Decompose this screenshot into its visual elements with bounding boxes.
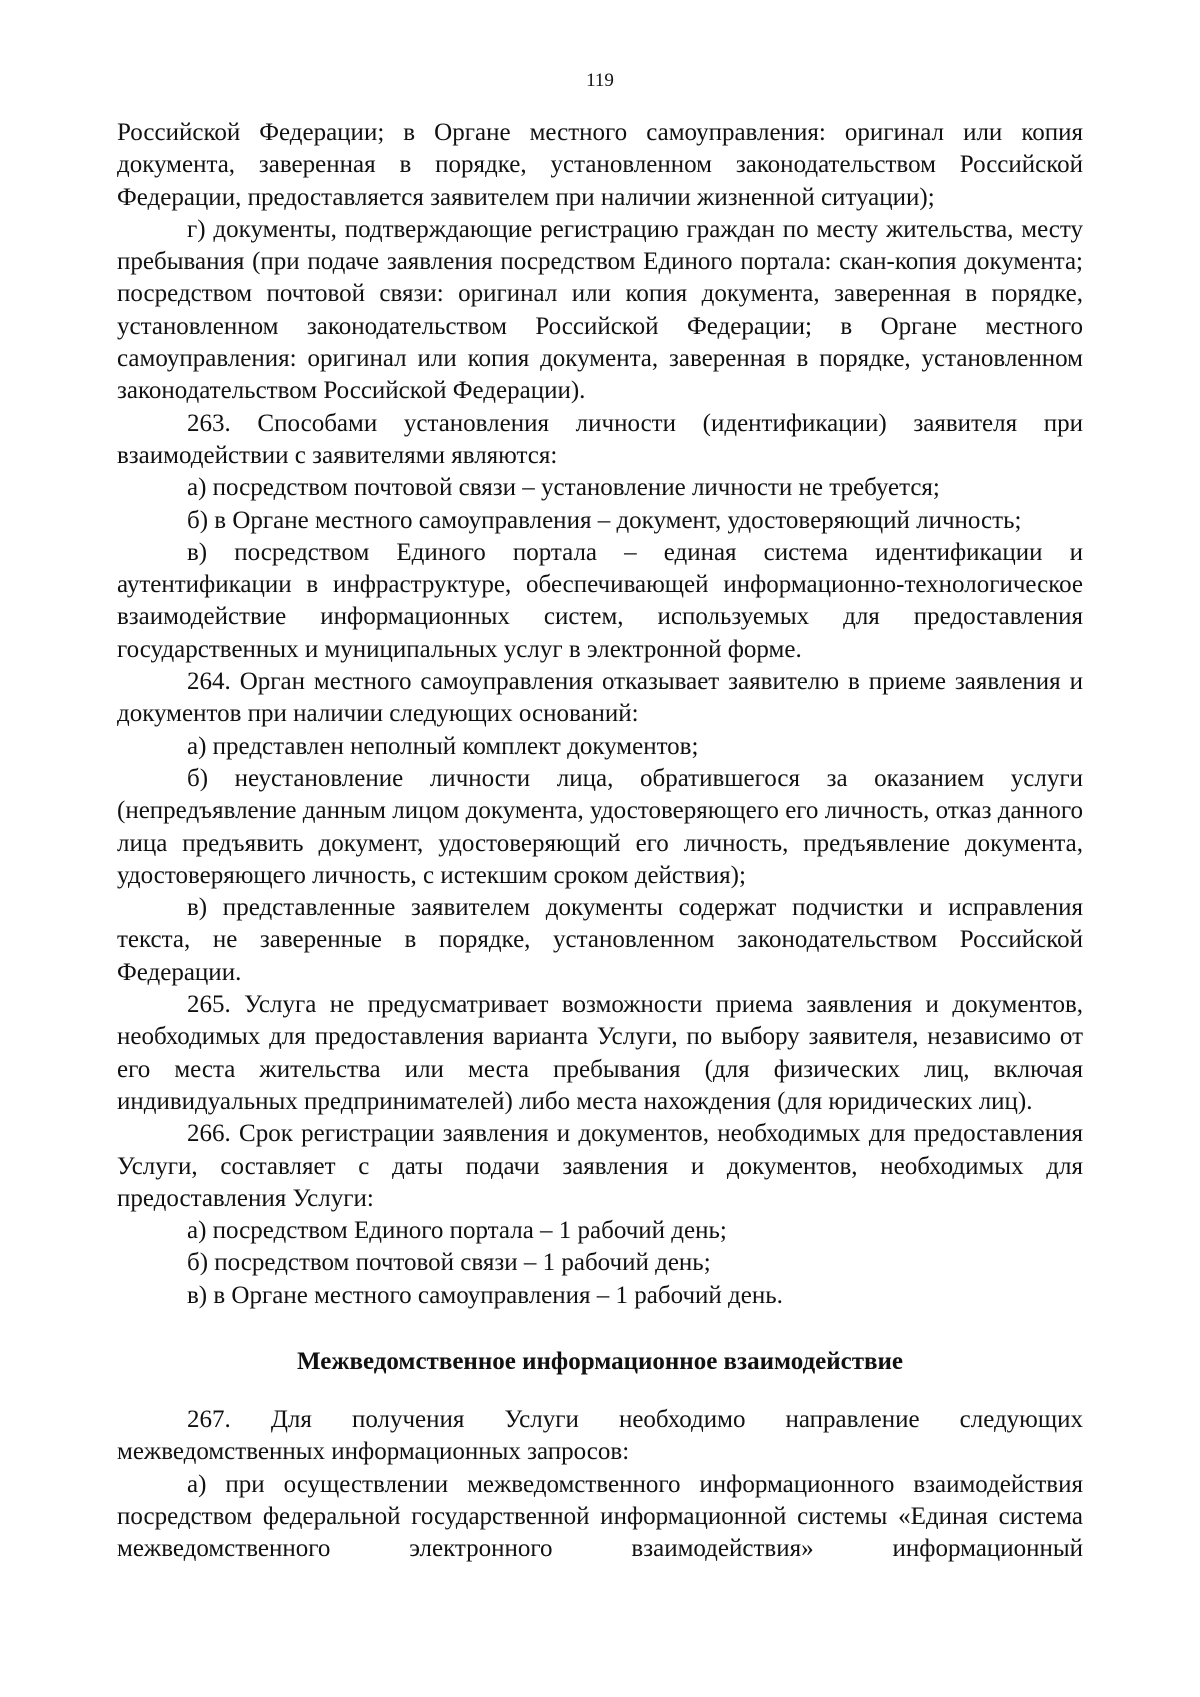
paragraph: 267. Для получения Услуги необходимо направление следующих межведомственных информационных запросов: bbox=[117, 1405, 1083, 1466]
page-number: 119 bbox=[586, 70, 614, 91]
paragraph: а) посредством Единого портала – 1 рабочий день; bbox=[187, 1217, 727, 1245]
section-heading: Межведомственное информационное взаимодействие bbox=[297, 1347, 903, 1375]
paragraph: б) неустановление личности лица, обратившегося за оказанием услуги (непредъявление данным лицом документа, удостоверяющего его личность, отказ данного лица предъявить документ, удостоверяющий его личность, предъявление документа, удостоверяющего личность, с истекшим сроком действия); bbox=[117, 764, 1083, 889]
paragraph: а) посредством почтовой связи – установление личности не требуется; bbox=[187, 474, 940, 502]
paragraphs-before-heading bbox=[117, 117, 1083, 1312]
paragraph: в) в Органе местного самоуправления – 1 рабочий день. bbox=[187, 1281, 783, 1309]
paragraph: Российской Федерации; в Органе местного самоуправления: оригинал или копия документа, заверенная в порядке, установленном законодательством Российской Федерации, предоставляется заявителем при наличии жизненной ситуации); bbox=[117, 119, 1083, 211]
paragraph: 263. Способами установления личности (идентификации) заявителя при взаимодействии с заявителями являются: bbox=[117, 409, 1083, 469]
paragraph: в) представленные заявителем документы содержат подчистки и исправления текста, не заверенные в порядке, установленном законодательством Российской Федерации. bbox=[117, 894, 1083, 986]
paragraphs-after-heading bbox=[117, 1404, 1083, 1565]
paragraph: б) в Органе местного самоуправления – документ, удостоверяющий личность; bbox=[187, 506, 1022, 534]
document-body bbox=[117, 117, 1083, 1565]
paragraph: а) представлен неполный комплект документов; bbox=[187, 732, 699, 760]
paragraph: в) посредством Единого портала – единая система идентификации и аутентификации в инфраструктуре, обеспечивающей информационно-технологическое взаимодействие информационных систем, используемых для предоставления государственных и муниципальных услуг в электронной форме. bbox=[117, 538, 1083, 663]
paragraph: б) посредством почтовой связи – 1 рабочий день; bbox=[187, 1249, 711, 1277]
paragraph: 265. Услуга не предусматривает возможности приема заявления и документов, необходимых для предоставления варианта Услуги, по выбору заявителя, независимо от его места жительства или места пребывания (для физических лиц, включая индивидуальных предпринимателей) либо места нахождения (для юридических лиц). bbox=[117, 991, 1083, 1115]
paragraph: а) при осуществлении межведомственного информационного взаимодействия посредством федеральной государственной информационной системы «Единая система межведомственного электронного взаимодействия» информационный bbox=[117, 1470, 1083, 1563]
paragraph: г) документы, подтверждающие регистрацию граждан по месту жительства, месту пребывания (при подаче заявления посредством Единого портала: скан-копия документа; посредством почтовой связи: оригинал или копия документа, заверенная в порядке, установленном законодательством Российской Федерации; в Органе местного самоуправления: оригинал или копия документа, заверенная в порядке, установленном законодательством Российской Федерации). bbox=[117, 215, 1083, 405]
paragraph: 264. Орган местного самоуправления отказывает заявителю в приеме заявления и документов при наличии следующих оснований: bbox=[117, 668, 1083, 728]
paragraph: 266. Срок регистрации заявления и документов, необходимых для предоставления Услуги, составляет с даты подачи заявления и документов, необходимых для предоставления Услуги: bbox=[117, 1120, 1083, 1212]
